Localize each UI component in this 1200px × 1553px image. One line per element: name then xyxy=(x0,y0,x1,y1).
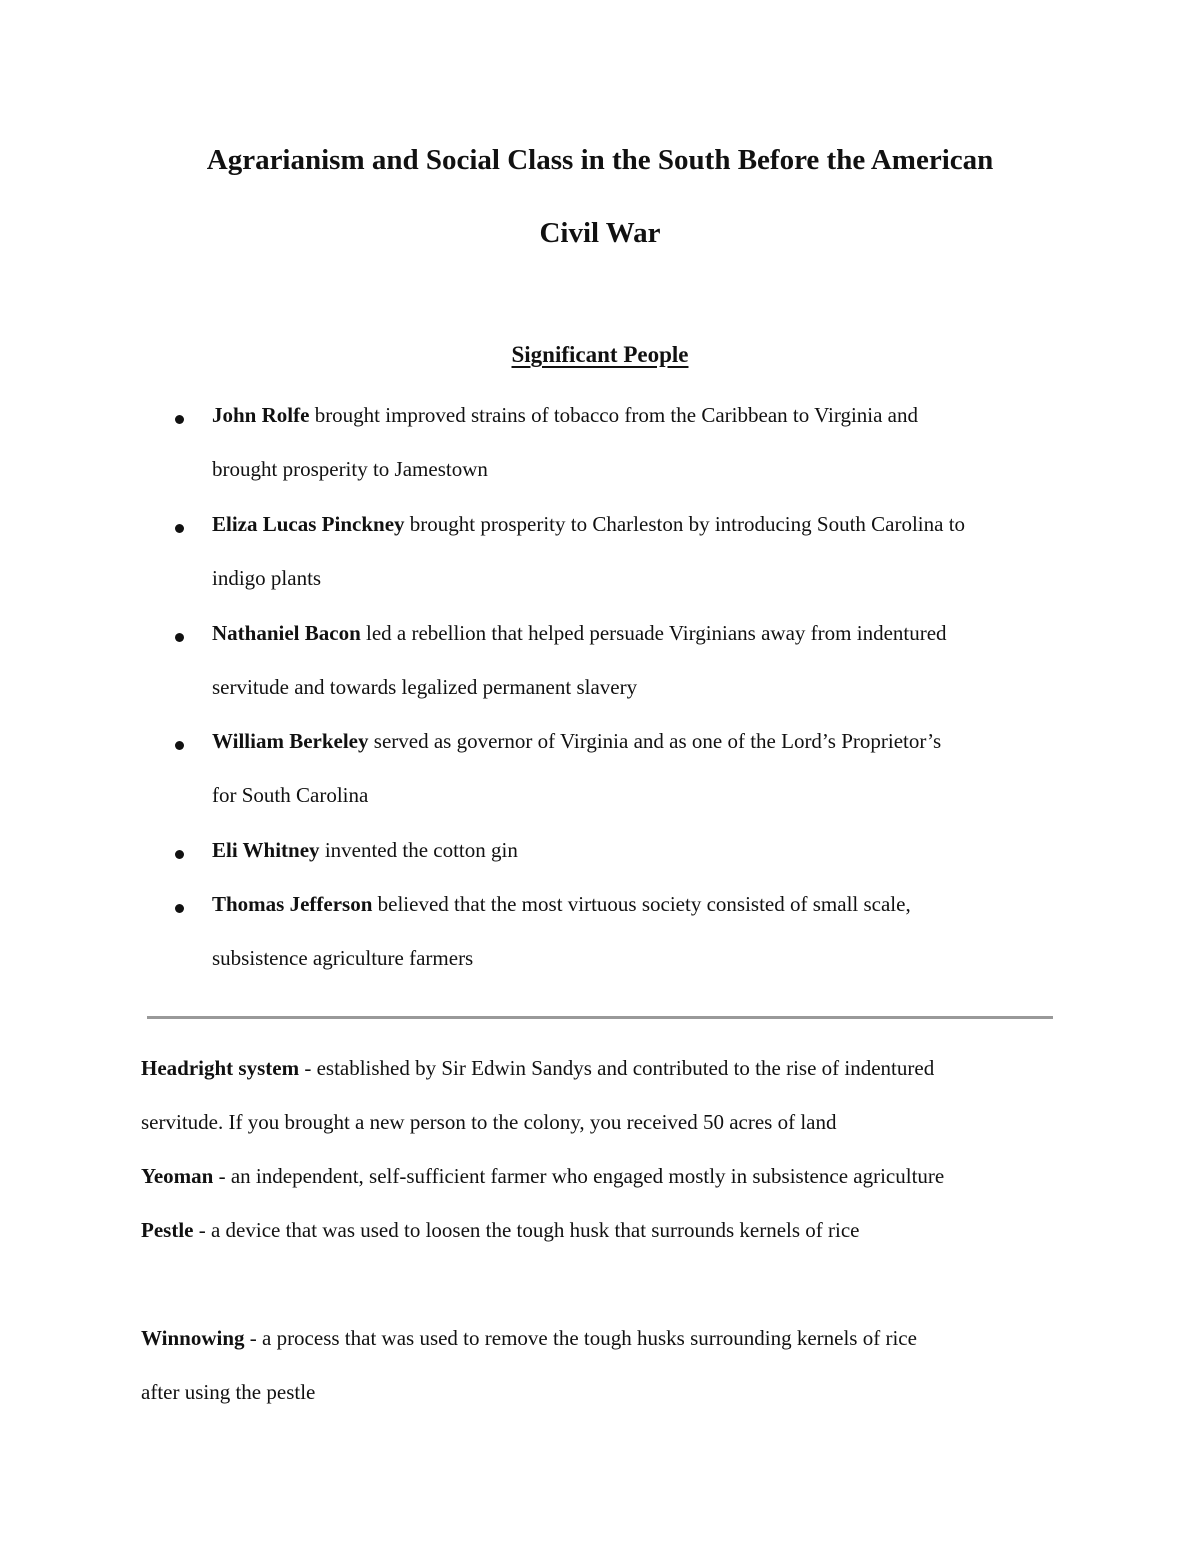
person-description-line-1: brought improved strains of tobacco from the Caribbean to Virginia and xyxy=(314,403,919,427)
definition-yeoman xyxy=(141,1149,1061,1203)
person-description-line-1: led a rebellion that helped persuade Virginians away from indentured xyxy=(366,621,947,645)
bullet-icon xyxy=(175,415,184,424)
section-heading-significant-people: Significant People xyxy=(511,342,689,367)
person-name: Eli Whitney xyxy=(212,838,320,862)
definition-text-line-2: servitude. If you brought a new person to the colony, you received 50 acres of land xyxy=(141,1110,837,1134)
person-name: William Berkeley xyxy=(212,729,369,753)
person-entry xyxy=(212,497,1072,605)
definition-text-line-1: - established by Sir Edwin Sandys and contributed to the rise of indentured xyxy=(304,1056,935,1080)
person-entry xyxy=(212,388,1072,496)
bullet-icon xyxy=(175,904,184,913)
person-entry xyxy=(212,877,1072,985)
definition-term: Winnowing xyxy=(141,1326,245,1350)
definition-text-line-2: after using the pestle xyxy=(141,1380,316,1404)
person-description-line-1: served as governor of Virginia and as one of the Lord’s Proprietor’s xyxy=(373,729,942,753)
person-entry xyxy=(212,714,1072,822)
person-description-line-2: subsistence agriculture farmers xyxy=(212,946,474,970)
document-title-line-2: Civil War xyxy=(539,217,661,249)
person-description-line-2: for South Carolina xyxy=(212,783,369,807)
document-title-line-1: Agrarianism and Social Class in the South Before the American xyxy=(206,144,994,176)
person-name: Nathaniel Bacon xyxy=(212,621,361,645)
person-description-line-2: brought prosperity to Jamestown xyxy=(212,457,488,481)
person-description-line-2: servitude and towards legalized permanent slavery xyxy=(212,675,638,699)
definition-winnowing xyxy=(141,1311,1061,1419)
definition-text-line-1: - an independent, self-sufficient farmer who engaged mostly in subsistence agriculture xyxy=(218,1164,945,1188)
definition-text-line-1: - a device that was used to loosen the tough husk that surrounds kernels of rice xyxy=(198,1218,860,1242)
person-description-line-1: invented the cotton gin xyxy=(324,838,518,862)
definition-text-line-1: - a process that was used to remove the tough husks surrounding kernels of rice xyxy=(249,1326,917,1350)
bullet-icon xyxy=(175,850,184,859)
definition-pestle xyxy=(141,1203,1061,1257)
person-description-line-1: believed that the most virtuous society consisted of small scale, xyxy=(377,892,911,916)
person-description-line-1: brought prosperity to Charleston by introducing South Carolina to xyxy=(409,512,966,536)
person-entry xyxy=(212,823,1072,877)
definition-term: Yeoman xyxy=(141,1164,214,1188)
definition-term: Headright system xyxy=(141,1056,300,1080)
bullet-icon xyxy=(175,633,184,642)
person-entry xyxy=(212,606,1072,714)
person-name: Eliza Lucas Pinckney xyxy=(212,512,405,536)
bullet-icon xyxy=(175,741,184,750)
bullet-icon xyxy=(175,524,184,533)
person-name: Thomas Jefferson xyxy=(212,892,373,916)
definition-term: Pestle xyxy=(141,1218,194,1242)
person-description-line-2: indigo plants xyxy=(212,566,322,590)
person-name: John Rolfe xyxy=(212,403,310,427)
horizontal-divider xyxy=(147,1016,1053,1019)
definition-headright-system xyxy=(141,1041,1061,1149)
